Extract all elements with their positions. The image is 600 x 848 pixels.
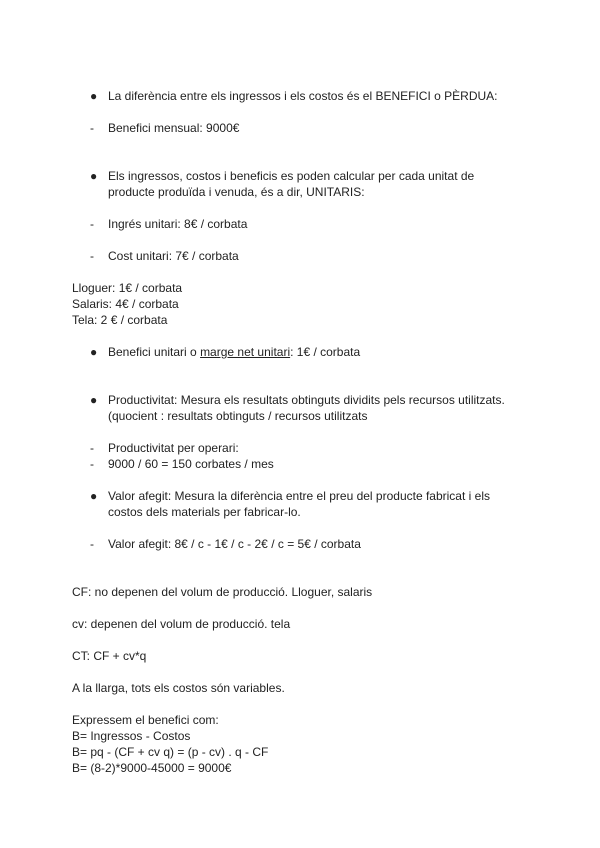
dash-text-2: Ingrés unitari: 8€ / corbata (108, 217, 248, 231)
paragraph-lloguer: Lloguer: 1€ / corbata (72, 281, 183, 295)
formula-line-2: B= pq - (CF + cv q) = (p - cv) . q - CF (72, 745, 269, 759)
bullet-text-5a: Valor afegit: Mesura la diferència entre el preu del producte fabricat i els (108, 489, 490, 503)
dash-icon: - (90, 457, 94, 471)
bullet-text-5b: costos dels materials per fabricar-lo. (108, 505, 301, 519)
underlined-term: marge net unitari (200, 345, 291, 359)
formula-line-3: B= (8-2)*9000-45000 = 9000€ (72, 761, 232, 775)
bullet-icon: ● (90, 393, 98, 407)
bullet-icon: ● (90, 169, 98, 183)
paragraph-long-run: A la llarga, tots els costos són variables. (72, 681, 285, 695)
paragraph-ct: CT: CF + cv*q (72, 649, 147, 663)
dash-icon: - (90, 537, 94, 551)
bullet-icon: ● (90, 345, 98, 359)
bullet-icon: ● (90, 489, 98, 503)
bullet-icon: ● (90, 89, 98, 103)
dash-text-1: Benefici mensual: 9000€ (108, 121, 240, 135)
formula-line-1: B= Ingressos - Costos (72, 729, 191, 743)
dash-text-5: 9000 / 60 = 150 corbates / mes (108, 457, 274, 471)
bullet-text-4b: (quocient : resultats obtinguts / recursos utilitzats (108, 409, 368, 423)
bullet-text-3-post: : 1€ / corbata (290, 345, 361, 359)
bullet-text-3-pre: Benefici unitari o (108, 345, 201, 359)
dash-text-6: Valor afegit: 8€ / c - 1€ / c - 2€ / c = 5€ / corbata (108, 537, 361, 551)
paragraph-tela: Tela: 2 € / corbata (72, 313, 168, 327)
paragraph-cv: cv: depenen del volum de producció. tela (72, 617, 291, 631)
dash-icon: - (90, 441, 94, 455)
dash-icon: - (90, 121, 94, 135)
paragraph-salaris: Salaris: 4€ / corbata (72, 297, 179, 311)
bullet-text-2a: Els ingressos, costos i beneficis es poden calcular per cada unitat de (108, 169, 475, 183)
dash-text-4: Productivitat per operari: (108, 441, 239, 455)
bullet-text-3 (108, 344, 360, 360)
bullet-text-1: La diferència entre els ingressos i els costos és el BENEFICI o PÈRDUA: (108, 89, 498, 103)
paragraph-expressem: Expressem el benefici com: (72, 713, 219, 727)
dash-icon: - (90, 249, 94, 263)
dash-text-3: Cost unitari: 7€ / corbata (108, 249, 239, 263)
bullet-text-2b: producte produïda i venuda, és a dir, UNITARIS: (108, 185, 365, 199)
paragraph-cf: CF: no depenen del volum de producció. Lloguer, salaris (72, 585, 373, 599)
dash-icon: - (90, 217, 94, 231)
bullet-text-4a: Productivitat: Mesura els resultats obtinguts dividits pels recursos utilitzats. (108, 393, 505, 407)
